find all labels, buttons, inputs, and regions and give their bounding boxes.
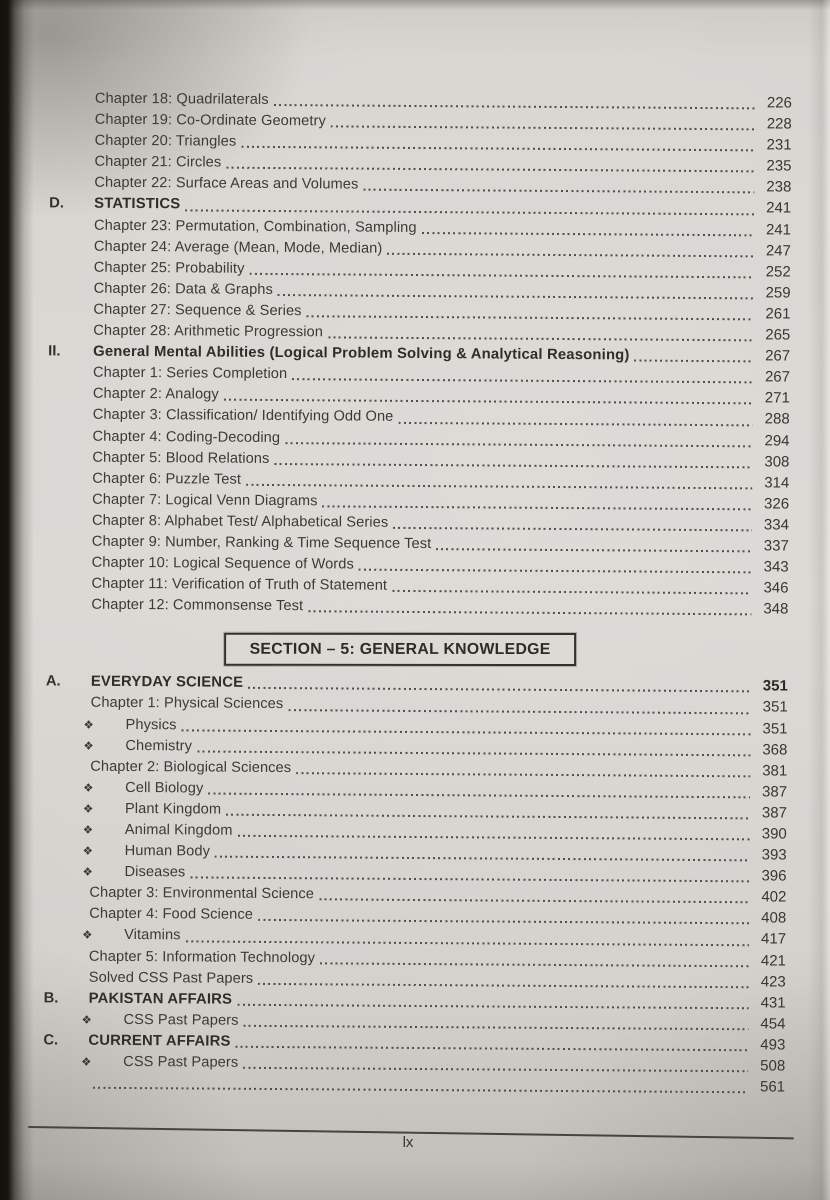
diamond-bullet-icon: ❖ [82,845,94,858]
page-number: 396 [761,867,787,885]
page-number: 346 [763,579,789,597]
entry-title: Chapter 27: Sequence & Series [93,301,302,320]
dotted-leader [246,484,752,490]
entry-title: EVERYDAY SCIENCE [90,674,244,692]
section-letter-label: D. [49,195,65,212]
dotted-leader [93,1087,748,1094]
diamond-bullet-icon: ❖ [81,1056,92,1069]
section-letter-label: B. [43,990,59,1007]
entry-title: Solved CSS Past Papers [88,969,254,987]
dotted-leader [422,232,754,236]
toc-entry-row [43,1050,785,1076]
dotted-leader [363,189,754,194]
entry-title: Chapter 4: Food Science [89,906,254,924]
dotted-leader [393,527,752,532]
entry-title: Chapter 22: Surface Areas and Volumes [94,175,359,193]
dotted-leader [258,983,749,988]
diamond-bullet-icon: ❖ [83,719,94,732]
dotted-leader [331,126,755,131]
page-number: 231 [766,136,792,154]
dotted-leader [292,378,753,383]
dotted-leader [182,729,751,735]
page-number: 387 [761,804,788,822]
page-number: 241 [765,220,792,239]
dotted-leader [244,1025,749,1031]
entry-title: Chapter 2: Analogy [92,386,219,403]
entry-title: Chapter 3: Classification/ Identifying Odd One [92,407,394,426]
page-number: 334 [763,516,790,534]
dotted-leader [208,792,750,798]
page-number: 261 [765,305,791,323]
page-number: 271 [764,389,790,407]
dotted-leader [274,104,755,109]
page-number: 343 [763,558,789,576]
page-number: 561 [759,1078,786,1096]
page-number: 390 [761,825,787,843]
dotted-leader [323,505,753,510]
entry-title: Animal Kingdom [124,821,233,839]
entry-title: Chapter 1: Series Completion [92,364,288,383]
section-5-title: SECTION – 5: GENERAL KNOWLEDGE [249,641,551,659]
dotted-leader [328,336,753,341]
entry-title: Chapter 5: Blood Relations [92,449,270,467]
page-number: 228 [766,115,792,133]
dotted-leader [215,856,750,862]
section-letter-label: C. [43,1032,59,1049]
entry-title: Chapter 2: Biological Sciences [90,758,292,776]
dotted-leader [237,835,749,841]
dotted-leader [243,1067,748,1073]
entry-title: Chapter 11: Verification of Truth of Statement [91,575,388,594]
page-number: 265 [765,326,791,344]
page-number: 423 [760,973,786,991]
entry-title: Chapter 7: Logical Venn Diagrams [92,491,318,510]
page-number: 267 [765,347,791,365]
toc-list-section5 [43,671,788,1098]
dotted-leader [436,548,752,552]
dotted-leader [249,273,753,279]
page-number: 259 [765,284,791,302]
dotted-leader [226,814,750,820]
entry-title: Chapter 4: Coding-Decoding [92,428,281,446]
page-number: 493 [760,1036,786,1054]
entry-title: Chapter 8: Alphabet Test/ Alphabetical Series [91,512,389,531]
dotted-leader [186,940,750,946]
entry-title: Chapter 3: Environmental Science [89,884,315,903]
page-number: 308 [764,453,790,471]
page-number: 402 [761,888,787,906]
entry-title: Chapter 5: Information Technology [88,948,316,966]
entry-title: Chemistry [125,737,193,755]
dotted-leader [359,569,752,574]
diamond-bullet-icon: ❖ [82,930,93,943]
entry-title: Chapter 25: Probability [93,259,245,277]
dotted-leader [236,1046,749,1052]
entry-title: Chapter 21: Circles [94,154,222,171]
diamond-bullet-icon: ❖ [82,803,94,816]
entry-title: Chapter 23: Permutation, Combination, Sampling [93,217,417,236]
dotted-leader [197,750,750,756]
page-number: 351 [762,698,788,717]
entry-title: CURRENT AFFAIRS [88,1032,231,1050]
page-number: 252 [765,263,791,281]
page-number: 351 [762,677,788,695]
dotted-leader [274,463,752,468]
entry-title: CSS Past Papers [123,1011,239,1029]
page-number: 267 [764,368,791,386]
dotted-leader [190,877,749,883]
entry-title: Physics [125,716,177,733]
diamond-bullet-icon: ❖ [82,866,93,879]
entry-title: Chapter 18: Quadrilaterals [94,90,269,108]
page-number: 417 [760,930,787,949]
book-spine-shadow [0,0,34,1200]
table-of-contents [43,87,792,1097]
dotted-leader [278,294,754,299]
page-number: 247 [765,242,791,260]
dotted-leader [387,253,754,258]
dotted-leader [307,315,754,320]
entry-title: Plant Kingdom [124,800,222,818]
section-letter-label: A. [45,673,61,690]
toc-entry-row [46,594,788,620]
dotted-leader [320,962,749,967]
diamond-bullet-icon: ❖ [83,740,94,753]
page-number: 387 [762,783,788,801]
page-number: 421 [760,951,786,970]
page-number: 337 [763,537,789,555]
dotted-leader [398,421,752,425]
entry-title: Vitamins [124,927,181,944]
entry-title: Chapter 24: Average (Mean, Mode, Median) [93,238,383,257]
entry-title: Diseases [124,864,186,881]
page-number: 326 [764,495,790,513]
section-5-header-box [224,633,576,666]
dotted-leader [635,360,754,363]
page-number: 294 [764,431,790,450]
page-number: 393 [761,846,787,864]
dotted-leader [248,687,751,693]
entry-title: Cell Biology [125,779,204,797]
dotted-leader [285,442,752,447]
dotted-leader [224,399,753,405]
page-number: 314 [764,474,790,492]
toc-orphan-row [43,1072,785,1098]
diamond-bullet-icon: ❖ [82,824,94,837]
page-number: 408 [761,909,787,927]
entry-title: Chapter 6: Puzzle Test [92,470,242,488]
entry-title: Chapter 1: Physical Sciences [90,695,284,713]
page-number: 241 [766,199,792,218]
entry-title: CSS Past Papers [123,1053,239,1071]
page-number: 226 [766,94,792,112]
entry-title: Chapter 12: Commonsense Test [91,596,304,615]
entry-title: Chapter 28: Arithmetic Progression [93,322,324,341]
page-number: 381 [762,762,788,780]
toc-list-top [46,87,792,620]
page-number: 288 [764,410,790,428]
dotted-leader [258,919,749,924]
dotted-leader [226,167,754,173]
page-number: 454 [760,1015,786,1033]
page-top-shadow [0,0,830,10]
entry-title: Chapter 20: Triangles [94,132,237,150]
entry-title: Chapter 10: Logical Sequence of Words [91,554,354,573]
diamond-bullet-icon: ❖ [83,782,94,795]
page-number: 238 [766,178,792,196]
entry-title: Chapter 26: Data & Graphs [93,280,274,298]
footer-page-number: lx [402,1134,414,1151]
dotted-leader [237,1004,749,1010]
entry-title: Chapter 19: Co-Ordinate Geometry [94,111,326,130]
entry-title: Chapter 9: Number, Ranking & Time Sequence Test [91,533,432,553]
page-number: 431 [760,994,786,1012]
dotted-leader [288,709,750,714]
page-number: 368 [762,741,788,759]
dotted-leader [241,146,754,152]
page-number: 508 [760,1057,786,1075]
page-number: 351 [762,719,788,738]
page-number: 348 [763,600,789,618]
page-right-edge [808,0,830,1200]
dotted-leader [185,209,754,215]
entry-title: General Mental Abilities (Logical Problem Solving & Analytical Reasoning) [93,343,630,364]
entry-title: STATISTICS [94,196,181,213]
page-number: 235 [766,157,792,175]
dotted-leader [319,899,749,904]
section-letter-label: II. [48,343,61,360]
entry-title: Human Body [124,843,211,860]
dotted-leader [308,611,751,616]
diamond-bullet-icon: ❖ [81,1014,92,1027]
entry-title: PAKISTAN AFFAIRS [88,990,233,1008]
dotted-leader [392,590,751,595]
dotted-leader [296,772,750,777]
